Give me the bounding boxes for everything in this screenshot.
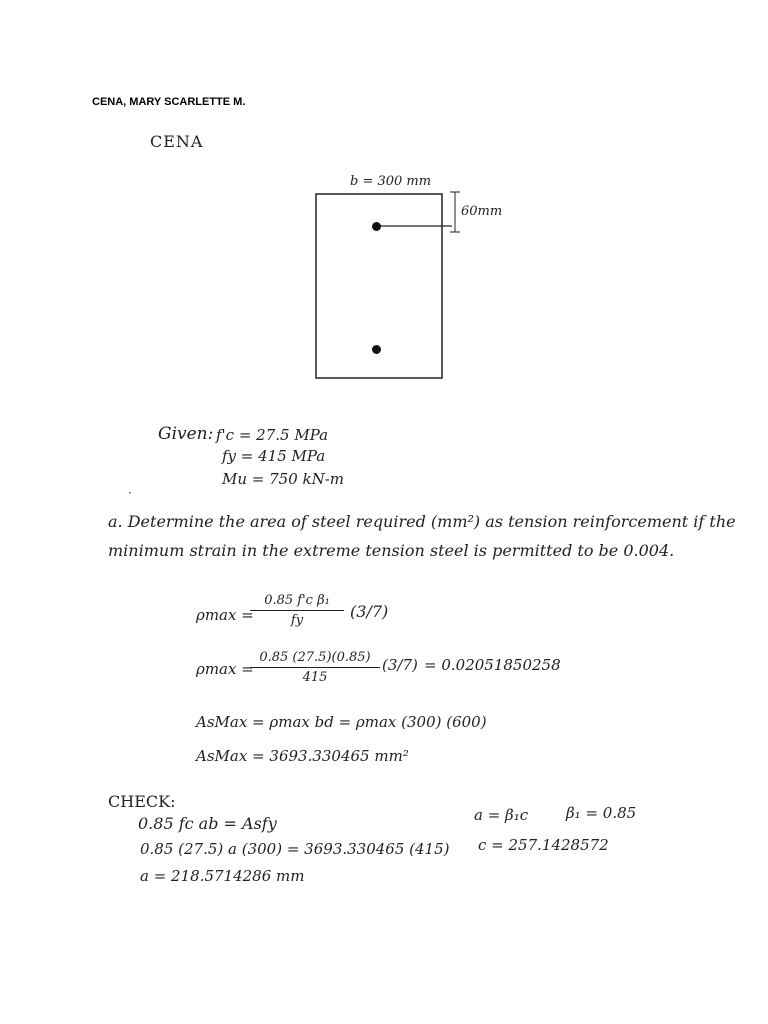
problem-a-line2: minimum strain in the extreme tension steel is permitted to be 0.004. [108, 541, 675, 560]
bottom-rebar [372, 345, 381, 354]
rho-max-numerator-2: 0.85 (27.5)(0.85) [259, 650, 371, 665]
check-heading: CHECK: [108, 792, 176, 811]
handwritten-name: CENA [150, 132, 204, 151]
check-side1: a = β₁c [474, 806, 529, 824]
rho-max-numerator-1: 0.85 f'c β₁ [264, 593, 330, 608]
rho-max-factor-2: (3/7) [382, 656, 418, 674]
as-max-line2: AsMax = 3693.330465 mm² [196, 747, 409, 765]
top-rebar [372, 222, 381, 231]
cover-label: 60mm [461, 204, 503, 219]
beam-section-diagram [300, 170, 540, 385]
given-mu: Mu = 750 kN-m [222, 470, 345, 488]
rho-max-fraction-2 [250, 650, 380, 685]
rho-max-fraction-1 [250, 593, 344, 628]
rho-max-denominator-1: fy [290, 613, 304, 628]
check-side2: β₁ = 0.85 [566, 804, 637, 822]
rho-max-label-1: ρmax = [196, 606, 254, 624]
check-eq2: 0.85 (27.5) a (300) = 3693.330465 (415) [140, 840, 450, 858]
check-side3: c = 257.1428572 [478, 836, 609, 854]
rho-max-label-2: ρmax = [196, 660, 254, 678]
document-page: CENA, MARY SCARLETTE M. CENA b = 300 mm 60mm Given: f'c = 27.5 MPa fy = 415 MPa Mu = 750 kN-m · a. Determine the area of steel required (mm²) as tension reinforcement if the minimum strain in the extreme tension steel is permitted to be 0.004. ρmax = 0.85 f'c β₁ fy (3/7) ρmax = 0.85 (27.5)(0.85) 415 (3/7) = 0.02051850258 AsMax = ρmax bd = ρmax (300) (600) AsMax = 3693.330465 mm² CHECK: 0.85 fc ab = Asfy 0.85 (27.5) a (300) = 3693.330465 (415) a = 218.5714286 mm a = β₁c β₁ = 0.85 c = 257.1428572 [0, 0, 768, 1024]
check-eq1: 0.85 fc ab = Asfy [138, 814, 277, 833]
student-name: CENA, MARY SCARLETTE M. [92, 96, 246, 108]
as-max-line1: AsMax = ρmax bd = ρmax (300) (600) [196, 713, 487, 731]
rho-max-denominator-2: 415 [302, 670, 328, 685]
check-eq3: a = 218.5714286 mm [140, 867, 305, 885]
rho-max-result: = 0.02051850258 [424, 656, 561, 674]
given-heading: Given: [158, 424, 214, 444]
problem-a-line1: a. Determine the area of steel required (mm²) as tension reinforcement if the [108, 512, 736, 531]
width-label: b = 300 mm [350, 174, 432, 189]
given-fy: fy = 415 MPa [222, 447, 326, 465]
beam-section-drawing [300, 170, 540, 385]
given-fc: f'c = 27.5 MPa [216, 426, 329, 444]
rho-max-factor-1: (3/7) [350, 602, 389, 621]
